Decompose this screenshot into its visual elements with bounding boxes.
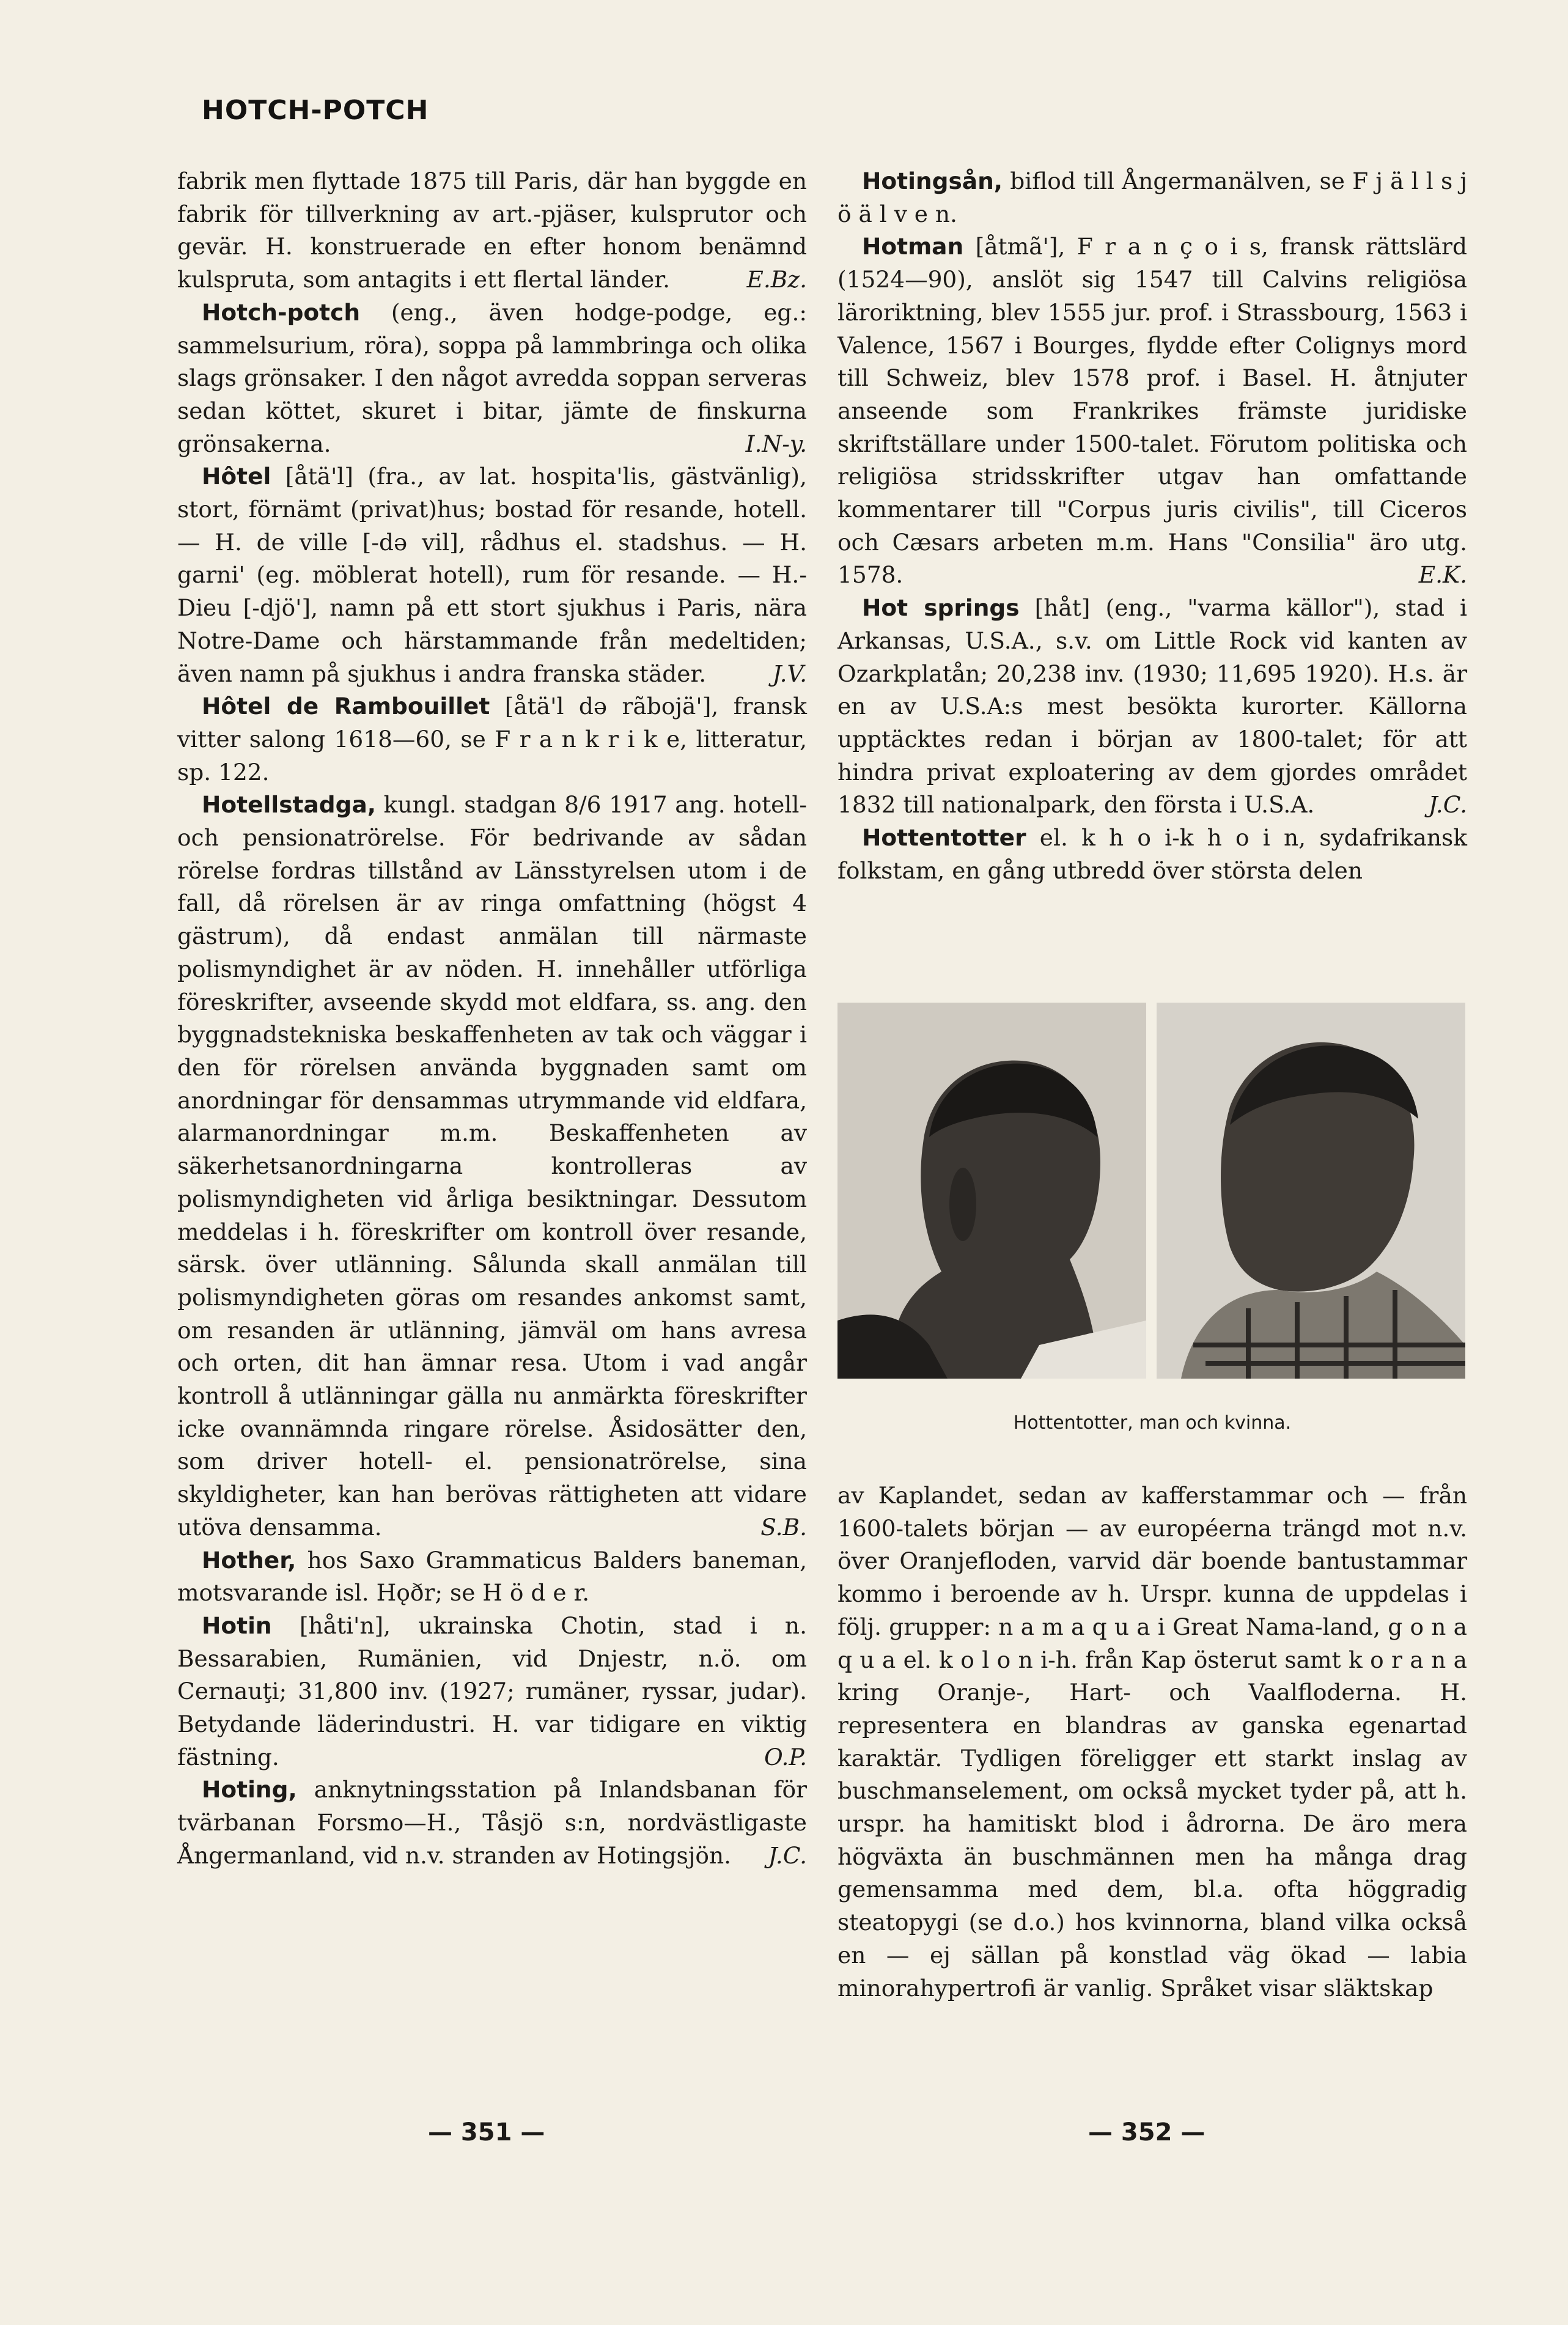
right-column-entries: [837, 165, 1467, 887]
hottentotter-continued-text: av Kaplandet, sedan av kafferstammar och — från 1600-talets början — av européerna trängd mot n.v. över Oranjefloden, varvid där boende bantustammar kommo i beroende av h. Urspr. kunna de uppdelas i följ. grupper: n a m a q u a i Great Nama-land, g o n a q u a el. k o l o n i-h. från Kap österut samt k o r a n a kring Oranje-, Hart- och Vaalfloderna. H. representera en blandras av ganska egenartad karaktär. Tydligen föreligger ett starkt inslag av buschmanselement, om också mycket tyder på, att h. urspr. ha hamitiskt blod i ådrorna. De äro mera högväxta än buschmännen men ha många drag gemensamma med dem, bl.a. ofta höggradig steatopygi (se d.o.) hos kvinnorna, bland vilka också en — ej sällan på konstlad väg ökad — labia minorahypertrofi är vanlig. Språket visar släktskap: [837, 1482, 1467, 2002]
entry-text: hos Saxo Grammaticus Balders baneman, motsvarande isl. Hǫðr; se H ö d e r.: [177, 1546, 807, 1607]
dictionary-entry: [177, 1544, 807, 1610]
author-signature: I.N-y.: [745, 430, 807, 457]
photo-woman: [1157, 1003, 1465, 1379]
right-column: [837, 165, 1467, 887]
entry-text: biflod till Ångermanälven, se F j ä l l s j ö ä l v e n.: [837, 168, 1467, 227]
left-column: [177, 165, 807, 1873]
entry-text: [åtä'l də rãbojä'], fransk vitter salong 1618—60, se F r a n k r i k e, litteratur, sp. 122.: [177, 693, 807, 786]
dictionary-entry: [177, 789, 807, 1544]
entry-headword: Hother,: [202, 1546, 296, 1574]
entry-text: [åtmã'], F r a n ç o i s, fransk rättslärd (1524—90), anslöt sig 1547 till Calvins religiösa läroriktning, blev 1555 jur. prof. i Strassbourg, 1563 i Valence, 1567 i Bourges, flydde efter Colignys mord till Schweiz, blev 1578 prof. i Basel. H. åtnjuter anseende som Frankrikes främste juridiske skriftställare under 1500-talet. Förutom politiska och religiösa stridsskrifter utgav han omfattande kommentarer till "Corpus juris civilis", till Ciceros och Cæsars arbeten m.m. Hans "Consilia" äro utg. 1578.: [837, 233, 1467, 589]
entry-text: kungl. stadgan 8/6 1917 ang. hotell- och pensionatrörelse. För bedrivande av sådan rörelse fordras tillstånd av Länsstyrelsen utom i de fall, då rörelsen är av ringa omfattning (högst 4 gästrum), då endast anmälan till närmaste polismyndighet är av nöden. H. innehåller utförliga föreskrifter, avseende skydd mot eldfara, ss. ang. den byggnadstekniska beskaffenheten av tak och väggar i den för rörelsen använda byggnaden samt om anordningar för densammas utrymmande vid eldfara, alarmanordningar m.m. Beskaffenheten av säkerhetsanordningarna kontrolleras av polismyndigheten vid årliga besiktningar. Dessutom meddelas i h. föreskrifter om kontroll över resande, särsk. över utlänning. Sålunda skall anmälan till polismyndigheten göras om resandes ankomst samt, om resanden är utlänning, jämväl om hans avresa och orten, dit han ämnar resa. Utom i vad angår kontroll å utlänningar gälla nu anmärkta föreskrifter icke ovannämnda ringare rörelse. Åsidosätter den, som driver hotell- el. pensionatrörelse, sina skyldigheter, kan han berövas rättigheten att vidare utöva densamma.: [177, 791, 807, 1541]
entry-headword: Hotch-potch: [202, 298, 361, 326]
figure-caption: Hottentotter, man och kvinna.: [1013, 1412, 1292, 1434]
right-column-continued: [837, 1479, 1467, 2005]
photo-man: [837, 1003, 1146, 1379]
dictionary-entry: [837, 230, 1467, 592]
author-signature: J.C.: [1428, 791, 1467, 819]
dictionary-entry: [177, 1774, 807, 1872]
author-signature: E.K.: [1418, 561, 1467, 589]
left-column-entries: [177, 165, 807, 1873]
entry-text: [håt] (eng., "varma källor"), stad i Arkansas, U.S.A., s.v. om Little Rock vid kanten av Ozarkplatån; 20,238 inv. (1930; 11,695 1920). H.s. är en av U.S.A:s mest besökta kurorter. Källorna upptäcktes redan i början av 1800-talet; för att hindra privat exploatering av dem gjordes området 1832 till nationalpark, den första i U.S.A.: [837, 594, 1467, 819]
entry-headword: Hotin: [202, 1612, 272, 1639]
dictionary-entry: [177, 460, 807, 690]
dictionary-entry: [177, 690, 807, 789]
entry-headword: Hôtel: [202, 463, 271, 490]
dictionary-entry: [177, 1610, 807, 1774]
author-signature: J.V.: [772, 660, 807, 687]
entry-text: fabrik men flyttade 1875 till Paris, där han byggde en fabrik för tillverkning av art.-pjäser, kulsprutor och gevär. H. konstruerade en efter honom benämnd kulspruta, som antagits i ett flertal länder.: [177, 168, 807, 293]
entry-headword: Hôtel de Rambouillet: [202, 693, 490, 720]
entry-text: anknytningsstation på Inlandsbanan för tvärbanan Forsmo—H., Tåsjö s:n, nordvästligaste Ångermanland, vid n.v. stranden av Hotingsjön.: [177, 1776, 807, 1869]
dictionary-entry: [177, 297, 807, 461]
entry-text: (eng., även hodge-podge, eg.: sammelsurium, röra), soppa på lammbringa och olika slags grönsaker. I den något avredda soppan serveras sedan köttet, skuret i bitar, jämte de finskurna grönsakerna.: [177, 298, 807, 457]
dictionary-entry: [837, 822, 1467, 887]
entry-text: [åtä'l] (fra., av lat. hospita'lis, gästvänlig), stort, förnämt (privat)hus; bostad för resande, hotell. — H. de ville [-də vil], rådhus el. stadshus. — H. garni' (eg. möblerat hotell), rum för resande. — H.-Dieu [-djö'], namn på ett stort sjukhus i Paris, nära Notre-Dame och härstammande från medeltiden; även namn på sjukhus i andra franska städer.: [177, 463, 807, 687]
dictionary-entry: [837, 592, 1467, 822]
running-head: HOTCH-POTCH: [202, 95, 429, 126]
author-signature: O.P.: [764, 1743, 807, 1770]
page-number-left: — 351 —: [428, 2118, 545, 2146]
author-signature: S.B.: [760, 1513, 807, 1541]
page-number-right: — 352 —: [1088, 2118, 1205, 2146]
entry-text: [håti'n], ukrainska Chotin, stad i n. Bessarabien, Rumänien, vid Dnjestr, n.ö. om Cernauţi; 31,800 inv. (1927; rumäner, ryssar, judar). Betydande läderindustri. H. var tidigare en viktig fästning.: [177, 1612, 807, 1770]
entry-headword: Hotellstadga,: [202, 791, 377, 819]
entry-text: el. k h o i-k h o i n, sydafrikansk folkstam, en gång utbredd över största delen: [837, 824, 1467, 884]
entry-headword: Hotman: [862, 233, 964, 260]
entry-headword: Hotingsån,: [862, 168, 1003, 194]
author-signature: J.C.: [768, 1841, 807, 1869]
dictionary-entry: [837, 165, 1467, 230]
hottentot-figure: [837, 1003, 1467, 1434]
dictionary-entry: [177, 165, 807, 297]
entry-headword: Hoting,: [202, 1776, 297, 1804]
entry-headword: Hottentotter: [862, 824, 1026, 852]
author-signature: E.Bz.: [746, 266, 807, 293]
entry-headword: Hot springs: [862, 594, 1020, 622]
